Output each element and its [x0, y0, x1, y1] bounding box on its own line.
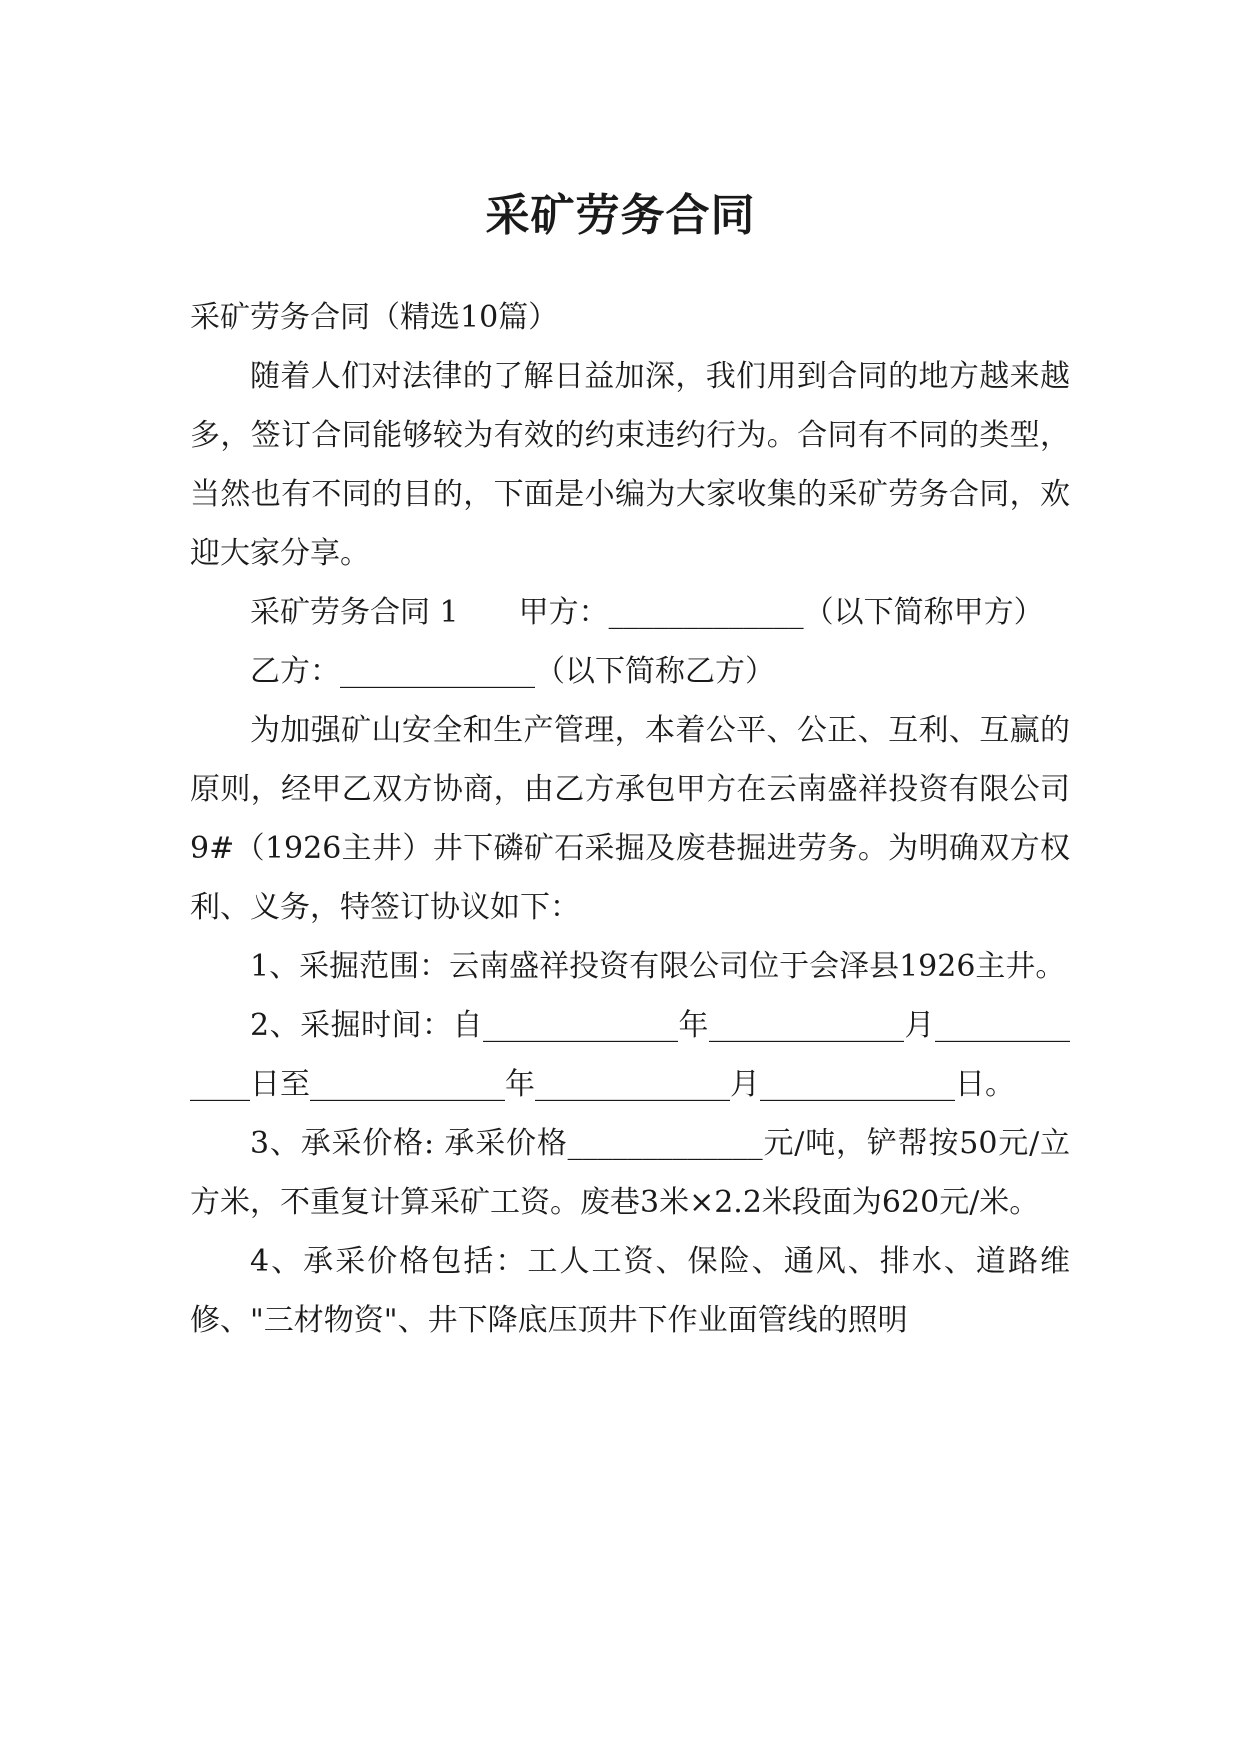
purpose-paragraph: 为加强矿山安全和生产管理，本着公平、公正、互利、互赢的原则，经甲乙双方协商，由乙方承包甲方在云南盛祥投资有限公司9#（1926主井）井下磷矿石采掘及废巷掘进劳务。为明确双方权利、义务，特签订协议如下： [190, 713, 1070, 925]
clause-2-paragraph: 2、采掘时间：自_____________年_____________月_____________日至_____________年_____________月_____________日。 [190, 1008, 1070, 1102]
document-body [190, 288, 1070, 1350]
party-a-paragraph: 采矿劳务合同 1 甲方：_____________（以下简称甲方） [250, 595, 1044, 630]
intro-paragraph: 随着人们对法律的了解日益加深，我们用到合同的地方越来越多，签订合同能够较为有效的约束违约行为。合同有不同的类型，当然也有不同的目的，下面是小编为大家收集的采矿劳务合同，欢迎大家分享。 [190, 359, 1070, 571]
document-title: 采矿劳务合同 [485, 190, 756, 242]
clause-3-paragraph: 3、承采价格: 承采价格_____________元/吨，铲帮按50元/立方米，不重复计算采矿工资。废巷3米×2.2米段面为620元/米。 [190, 1126, 1070, 1220]
clause-1-paragraph: 1、采掘范围：云南盛祥投资有限公司位于会泽县1926主井。 [250, 949, 1066, 984]
subtitle-paragraph: 采矿劳务合同（精选10篇） [190, 300, 559, 335]
clause-4-paragraph: 4、承采价格包括：工人工资、保险、通风、排水、道路维修、"三材物资"、井下降底压顶井下作业面管线的照明 [190, 1244, 1070, 1338]
party-b-paragraph: 乙方：_____________（以下简称乙方） [250, 654, 775, 689]
